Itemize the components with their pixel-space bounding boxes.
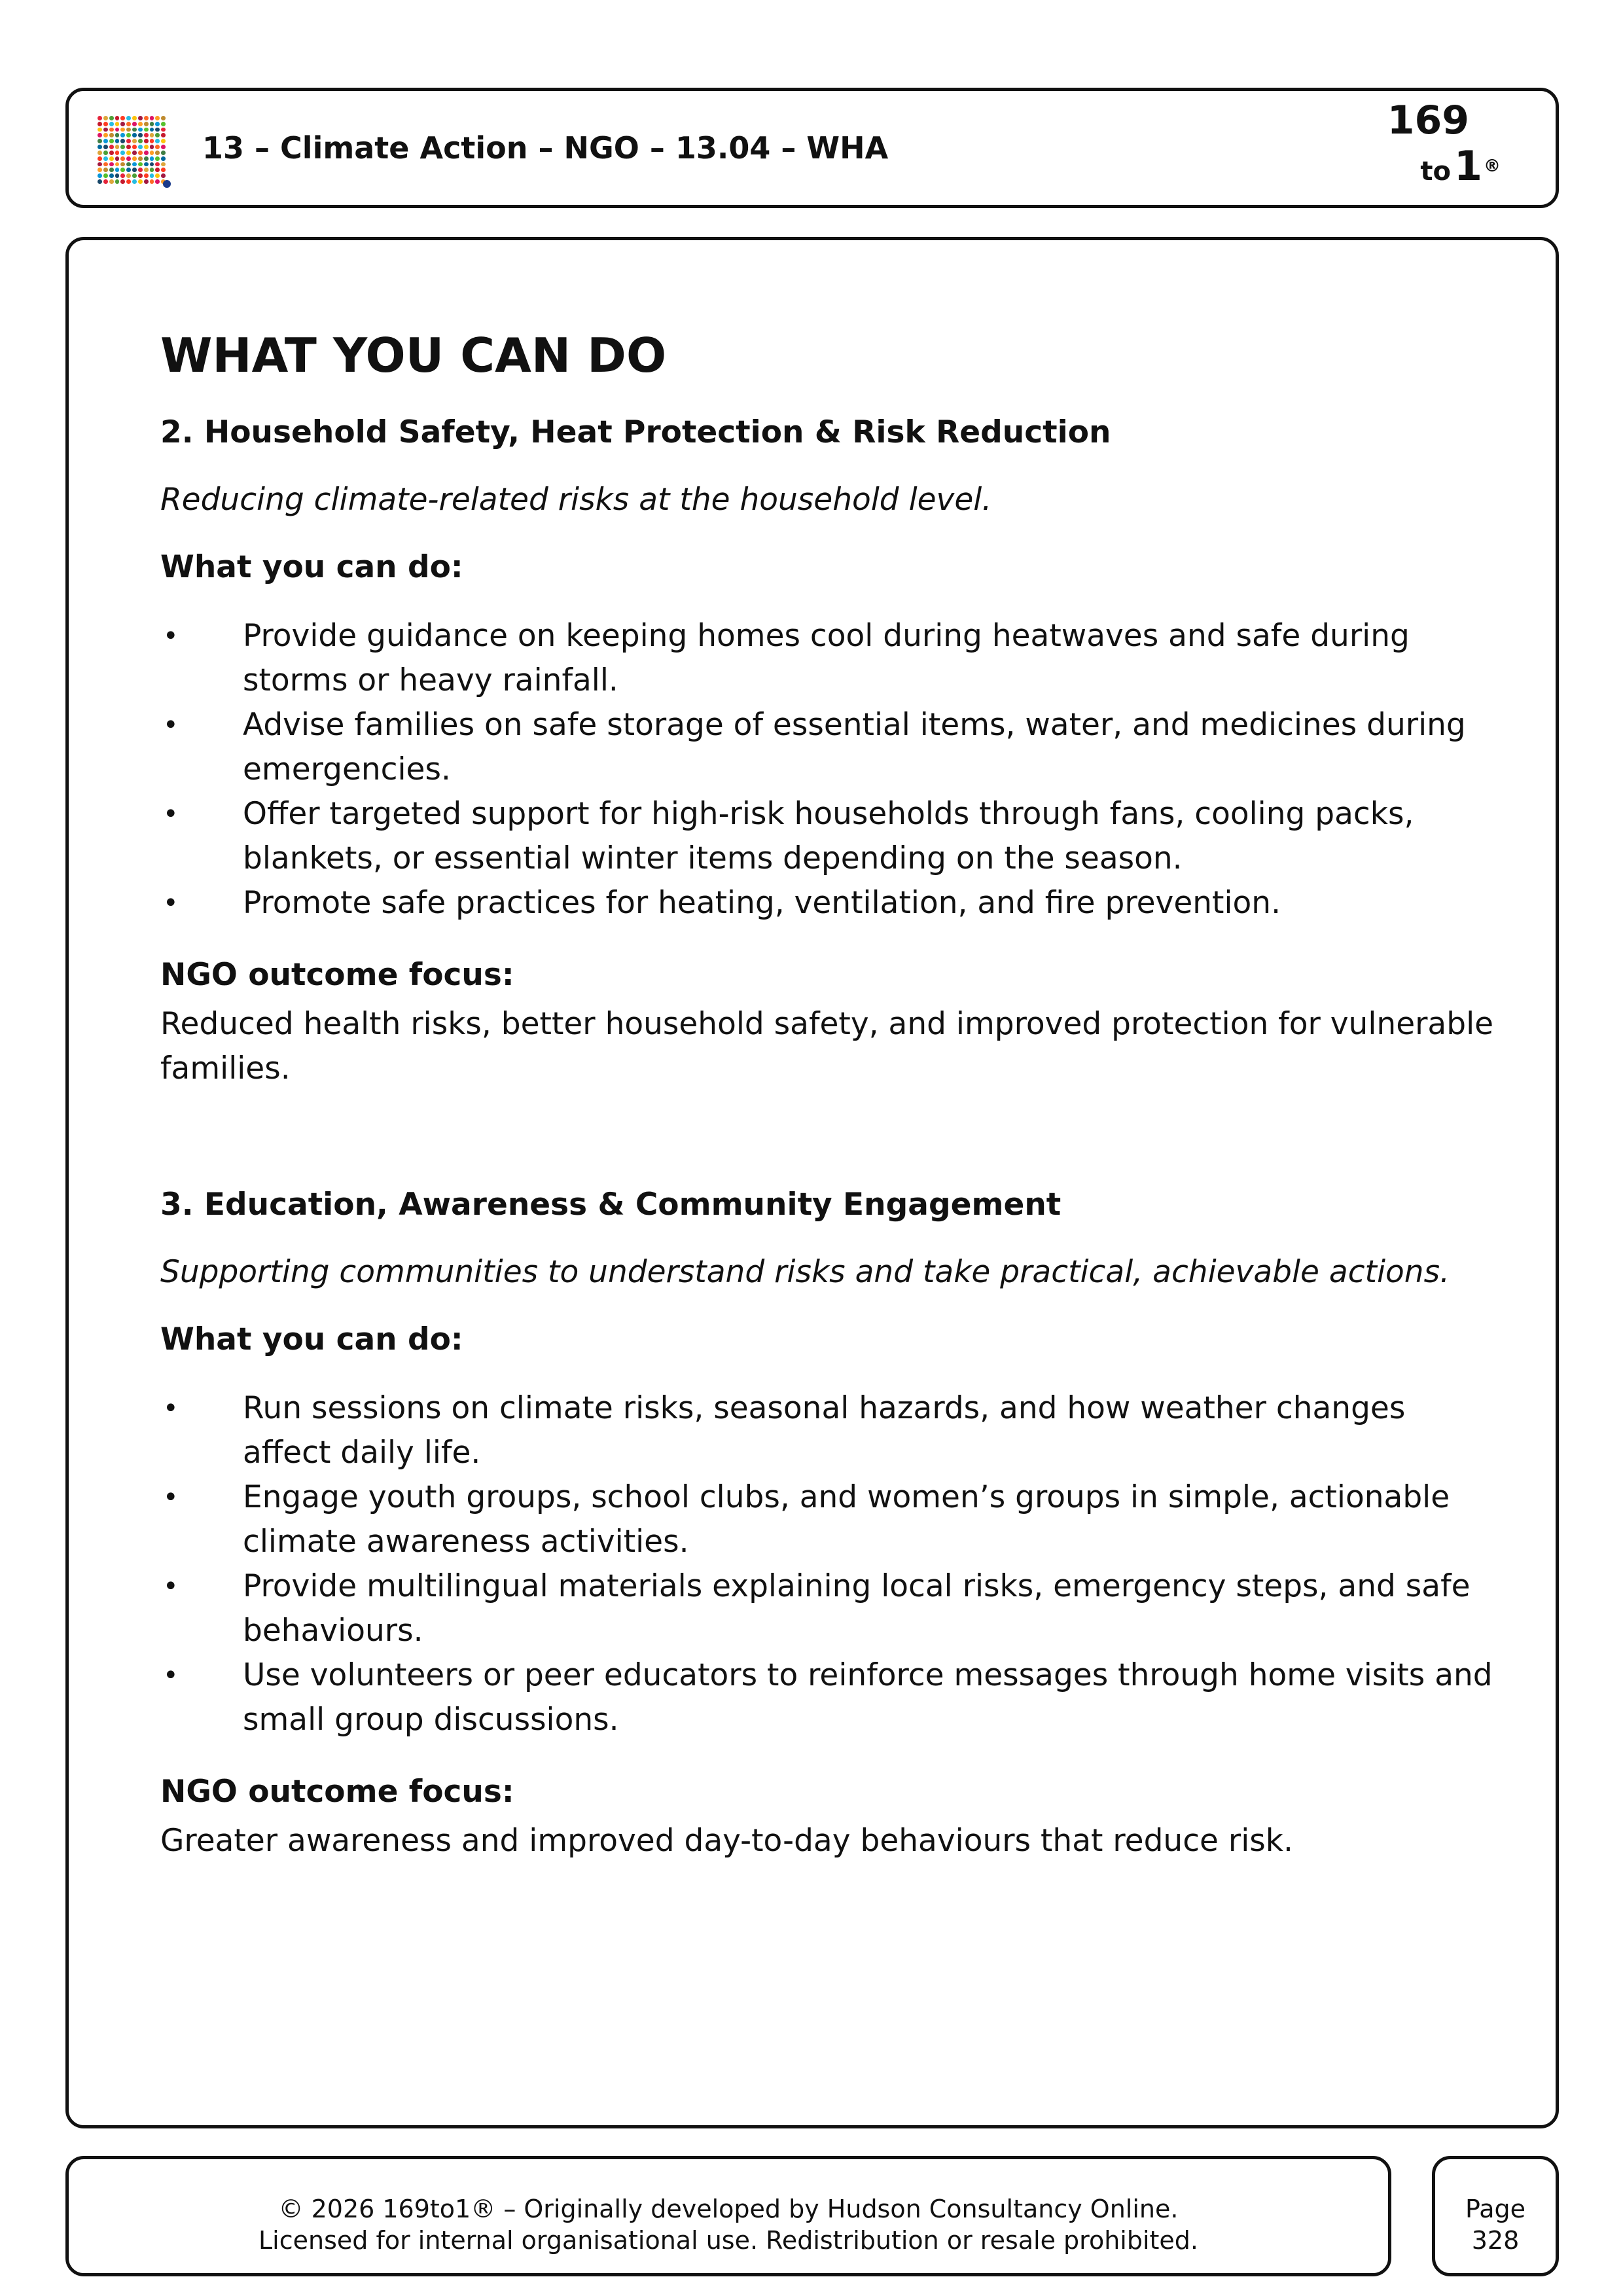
logo-dot-icon [115,162,120,167]
logo-dot-icon [155,139,160,143]
logo-dot-icon [138,116,143,120]
list-item: • Provide guidance on keeping homes cool during heatwaves and safe during storms or heavy rainfall. [160,614,1495,703]
logo-dot-icon [115,173,120,178]
logo-dot-icon [155,162,160,167]
logo-dot-icon [109,162,114,167]
logo-dot-icon [109,168,114,172]
logo-dot-icon [109,128,114,132]
logo-dot-icon [98,116,102,120]
logo-dot-icon [98,151,102,155]
page-number: 328 [1471,2226,1520,2255]
logo-dot-icon [155,151,160,155]
what-you-can-do-label: What you can do: [160,1321,463,1357]
outcome-text: Greater awareness and improved day-to-day behaviours that reduce risk. [160,1823,1293,1859]
logo-dot-icon [138,128,143,132]
copyright-line: © 2026 169to1® – Originally developed by Hudson Consultancy Online. [278,2195,1179,2223]
logo-dot-icon [120,168,125,172]
section-subtitle: Supporting communities to understand risks and take practical, achievable actions. [160,1254,1450,1290]
logo-dot-icon [161,156,166,161]
logo-dot-icon [144,168,149,172]
logo-dot-icon [126,122,131,126]
section-title: 2. Household Safety, Heat Protection & Risk Reduction [160,414,1111,450]
logo-dot-icon [103,122,108,126]
logo-dot-icon [138,168,143,172]
logo-dot-icon [115,133,120,137]
logo-dot-icon [138,151,143,155]
list-item: • Use volunteers or peer educators to reinforce messages through home visits and small group discussions. [160,1653,1495,1742]
logo-dot-icon [98,133,102,137]
logo-dot-icon [138,156,143,161]
logo-dot-icon [120,133,125,137]
logo-dot-icon [120,162,125,167]
logo-dot-icon [98,122,102,126]
section-title: 3. Education, Awareness & Community Engagement [160,1187,1061,1223]
logo-dot-icon [109,151,114,155]
logo-dot-icon [163,180,171,188]
logo-dot-icon [144,128,149,132]
main-content-panel [65,237,1559,2128]
logo-dot-icon [103,145,108,149]
logo-dot-icon [150,179,154,184]
content-area [160,328,1495,1863]
logo-dot-icon [155,116,160,120]
logo-dot-icon [132,145,137,149]
logo-dot-icon [109,116,114,120]
logo-dot-icon [144,133,149,137]
logo-dot-icon [155,145,160,149]
logo-dot-icon [126,133,131,137]
logo-dot-icon [132,122,137,126]
logo-dot-icon [161,116,166,120]
logo-dot-icon [155,168,160,172]
sdg-logo-icon [98,116,166,184]
logo-dot-icon [126,179,131,184]
logo-dot-icon [132,162,137,167]
logo-dot-icon [144,116,149,120]
brand-registered: ® [1484,156,1501,176]
logo-dot-icon [120,139,125,143]
logo-dot-icon [103,173,108,178]
logo-dot-icon [138,173,143,178]
logo-dot-icon [161,151,166,155]
logo-dot-icon [115,151,120,155]
logo-dot-icon [115,122,120,126]
logo-dot-icon [150,173,154,178]
action-list [160,1386,1495,1742]
logo-dot-icon [126,116,131,120]
page-label: Page [1465,2195,1525,2223]
page-number-box [1432,2156,1559,2276]
logo-dot-icon [144,156,149,161]
logo-dot-icon [155,122,160,126]
list-item: • Advise families on safe storage of essential items, water, and medicines during emergencies. [160,703,1495,792]
logo-dot-icon [98,168,102,172]
logo-dot-icon [138,122,143,126]
logo-dot-icon [126,168,131,172]
list-item: • Promote safe practices for heating, ventilation, and fire prevention. [160,881,1495,925]
logo-dot-icon [120,173,125,178]
logo-dot-icon [109,145,114,149]
logo-dot-icon [115,168,120,172]
logo-dot-icon [161,139,166,143]
logo-dot-icon [161,133,166,137]
logo-dot-icon [98,128,102,132]
logo-dot-icon [150,162,154,167]
logo-dot-icon [109,156,114,161]
logo-dot-icon [144,122,149,126]
logo-dot-icon [161,168,166,172]
logo-dot-icon [155,179,160,184]
logo-dot-icon [150,145,154,149]
brand-number: 169 [1387,98,1469,143]
logo-dot-icon [109,179,114,184]
logo-dot-icon [98,162,102,167]
logo-dot-icon [120,145,125,149]
logo-dot-icon [115,116,120,120]
logo-dot-icon [161,145,166,149]
header-bar [65,88,1559,208]
logo-dot-icon [132,128,137,132]
list-item: • Run sessions on climate risks, seasonal hazards, and how weather changes affect daily life. [160,1386,1495,1475]
logo-dot-icon [103,179,108,184]
logo-dot-icon [150,156,154,161]
logo-dot-icon [126,151,131,155]
logo-dot-icon [126,156,131,161]
logo-dot-icon [115,156,120,161]
logo-dot-icon [109,139,114,143]
license-line: Licensed for internal organisational use. Redistribution or resale prohibited. [258,2226,1199,2255]
logo-dot-icon [144,179,149,184]
logo-dot-icon [150,116,154,120]
logo-dot-icon [103,128,108,132]
logo-dot-icon [120,179,125,184]
logo-dot-icon [144,173,149,178]
logo-dot-icon [150,122,154,126]
logo-dot-icon [155,156,160,161]
logo-dot-icon [103,133,108,137]
logo-dot-icon [150,139,154,143]
logo-dot-icon [126,173,131,178]
logo-dot-icon [144,145,149,149]
logo-dot-icon [161,162,166,167]
logo-dot-icon [138,145,143,149]
logo-dot-icon [109,173,114,178]
brand-one: 1 [1454,142,1482,190]
page-heading: WHAT YOU CAN DO [160,328,667,383]
logo-dot-icon [126,139,131,143]
outcome-label: NGO outcome focus: [160,957,514,993]
logo-dot-icon [138,133,143,137]
brand-to: to [1420,156,1451,187]
list-item: • Offer targeted support for high-risk households through fans, cooling packs, blankets, or essential winter items depending on the season. [160,792,1495,881]
logo-dot-icon [132,156,137,161]
logo-dot-icon [103,151,108,155]
outcome-label: NGO outcome focus: [160,1774,514,1810]
logo-dot-icon [120,128,125,132]
outcome-text: Reduced health risks, better household safety, and improved protection for vulnerable families. [160,1006,1494,1086]
logo-dot-icon [161,122,166,126]
logo-dot-icon [126,145,131,149]
logo-dot-icon [161,128,166,132]
logo-dot-icon [150,128,154,132]
what-you-can-do-label: What you can do: [160,549,463,585]
logo-dot-icon [98,156,102,161]
logo-dot-icon [103,162,108,167]
logo-dot-icon [144,139,149,143]
logo-dot-icon [120,151,125,155]
logo-dot-icon [98,179,102,184]
logo-dot-icon [103,116,108,120]
logo-dot-icon [150,133,154,137]
logo-dot-icon [132,168,137,172]
logo-dot-icon [161,173,166,178]
logo-dot-icon [126,162,131,167]
logo-dot-icon [132,179,137,184]
logo-dot-icon [132,116,137,120]
logo-dot-icon [150,168,154,172]
logo-dot-icon [115,139,120,143]
logo-dot-icon [98,173,102,178]
action-list [160,614,1495,925]
logo-dot-icon [98,139,102,143]
logo-dot-icon [144,162,149,167]
logo-dot-icon [103,168,108,172]
logo-dot-icon [132,133,137,137]
logo-dot-icon [126,128,131,132]
logo-dot-icon [98,145,102,149]
logo-dot-icon [155,173,160,178]
logo-dot-icon [115,145,120,149]
list-item: • Engage youth groups, school clubs, and women’s groups in simple, actionable climate awareness activities. [160,1475,1495,1564]
logo-dot-icon [138,162,143,167]
logo-dot-icon [120,156,125,161]
logo-dot-icon [132,173,137,178]
logo-dot-icon [138,139,143,143]
logo-dot-icon [132,151,137,155]
logo-dot-icon [155,128,160,132]
logo-dot-icon [109,122,114,126]
logo-dot-icon [115,179,120,184]
logo-dot-icon [103,156,108,161]
logo-dot-icon [103,139,108,143]
header-title: 13 – Climate Action – NGO – 13.04 – WHA [202,130,889,166]
logo-dot-icon [150,151,154,155]
logo-dot-icon [120,122,125,126]
logo-dot-icon [155,133,160,137]
logo-dot-icon [109,133,114,137]
logo-dot-icon [144,151,149,155]
footer-copyright [65,2156,1391,2276]
logo-dot-icon [132,139,137,143]
logo-dot-icon [115,128,120,132]
logo-dot-icon [138,179,143,184]
list-item: • Provide multilingual materials explaining local risks, emergency steps, and safe behaviours. [160,1564,1495,1653]
logo-dot-icon [120,116,125,120]
section-subtitle: Reducing climate-related risks at the household level. [160,482,992,518]
